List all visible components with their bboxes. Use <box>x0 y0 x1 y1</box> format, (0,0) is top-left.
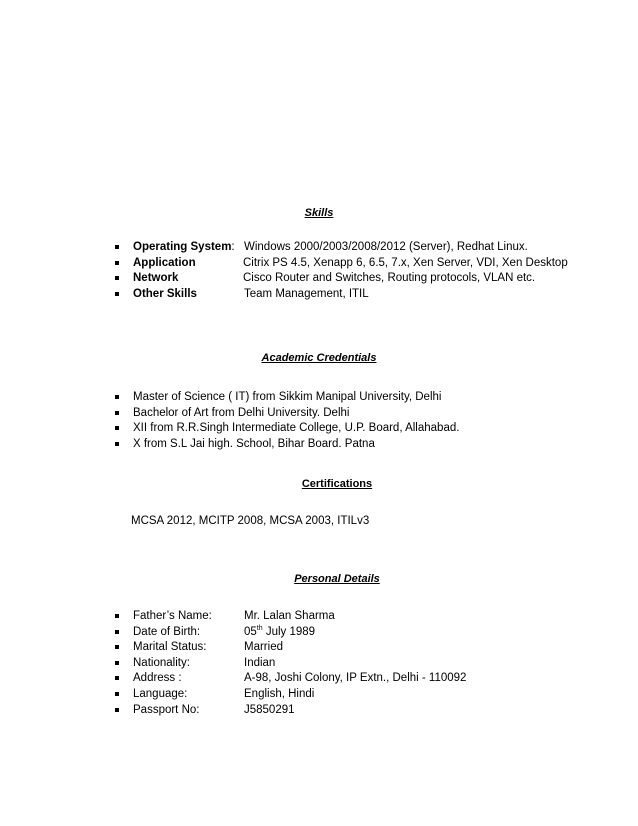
skills-heading: Skills <box>304 207 334 219</box>
personal-label: Marital Status: <box>133 641 207 654</box>
bullet-icon <box>115 245 119 249</box>
personal-value: A-98, Joshi Colony, IP Extn., Delhi - 110092 <box>244 672 467 685</box>
bullet-icon <box>115 442 119 446</box>
personal-list <box>0 609 638 718</box>
bullet-icon <box>115 292 119 296</box>
personal-value: Indian <box>244 656 276 669</box>
bullet-icon <box>115 630 119 634</box>
academic-heading: Academic Credentials <box>261 352 377 364</box>
personal-label: Nationality: <box>133 656 190 669</box>
personal-value: 05th July 1989 <box>244 624 316 638</box>
personal-value: English, Hindi <box>244 687 315 700</box>
skills-list <box>0 240 638 302</box>
personal-value: Mr. Lalan Sharma <box>244 610 335 622</box>
academic-item: X from S.L Jai high. School, Bihar Board. Patna <box>133 437 375 450</box>
academic-item: Bachelor of Art from Delhi University. Delhi <box>133 406 350 419</box>
skill-value: Team Management, ITIL <box>244 287 369 300</box>
list-item <box>0 687 638 703</box>
skill-value: Citrix PS 4.5, Xenapp 6, 6.5, 7.x, Xen Server, VDI, Xen Desktop <box>243 256 568 269</box>
list-item <box>0 240 638 256</box>
bullet-icon <box>115 692 119 696</box>
list-item <box>0 256 638 272</box>
list-item <box>0 390 638 406</box>
list-item <box>0 671 638 687</box>
certifications-heading: Certifications <box>301 478 373 490</box>
list-item <box>0 625 638 641</box>
academic-list <box>0 390 638 452</box>
academic-item: XII from R.R.Singh Intermediate College, U.P. Board, Allahabad. <box>133 422 460 435</box>
skill-label: Application <box>133 256 196 269</box>
bullet-icon <box>115 395 119 399</box>
certifications-text: MCSA 2012, MCITP 2008, MCSA 2003, ITILv3 <box>131 515 370 527</box>
list-item <box>0 271 638 287</box>
personal-value: J5850291 <box>244 703 295 716</box>
list-item <box>0 421 638 437</box>
academic-item: Master of Science ( IT) from Sikkim Manipal University, Delhi <box>133 391 442 403</box>
bullet-icon <box>115 276 119 280</box>
bullet-icon <box>115 661 119 665</box>
personal-label: Passport No: <box>133 703 200 716</box>
personal-label: Address : <box>133 672 182 685</box>
list-item <box>0 640 638 656</box>
bullet-icon <box>115 708 119 712</box>
skill-label: Operating System: <box>133 241 235 253</box>
skill-label: Network <box>133 272 179 285</box>
bullet-icon <box>115 261 119 265</box>
personal-label: Father’s Name: <box>133 610 212 622</box>
bullet-icon <box>115 426 119 430</box>
personal-label: Date of Birth: <box>133 625 201 638</box>
bullet-icon <box>115 614 119 618</box>
bullet-icon <box>115 645 119 649</box>
skill-value: Cisco Router and Switches, Routing protocols, VLAN etc. <box>243 272 536 285</box>
list-item <box>0 437 638 453</box>
list-item <box>0 703 638 719</box>
list-item <box>0 656 638 672</box>
skill-value: Windows 2000/2003/2008/2012 (Server), Redhat Linux. <box>244 241 528 253</box>
skill-label: Other Skills <box>133 287 197 300</box>
personal-label: Language: <box>133 687 188 700</box>
list-item <box>0 406 638 422</box>
list-item <box>0 287 638 303</box>
bullet-icon <box>115 676 119 680</box>
personal-value: Married <box>244 641 283 654</box>
bullet-icon <box>115 411 119 415</box>
list-item <box>0 609 638 625</box>
personal-heading: Personal Details <box>294 573 380 585</box>
